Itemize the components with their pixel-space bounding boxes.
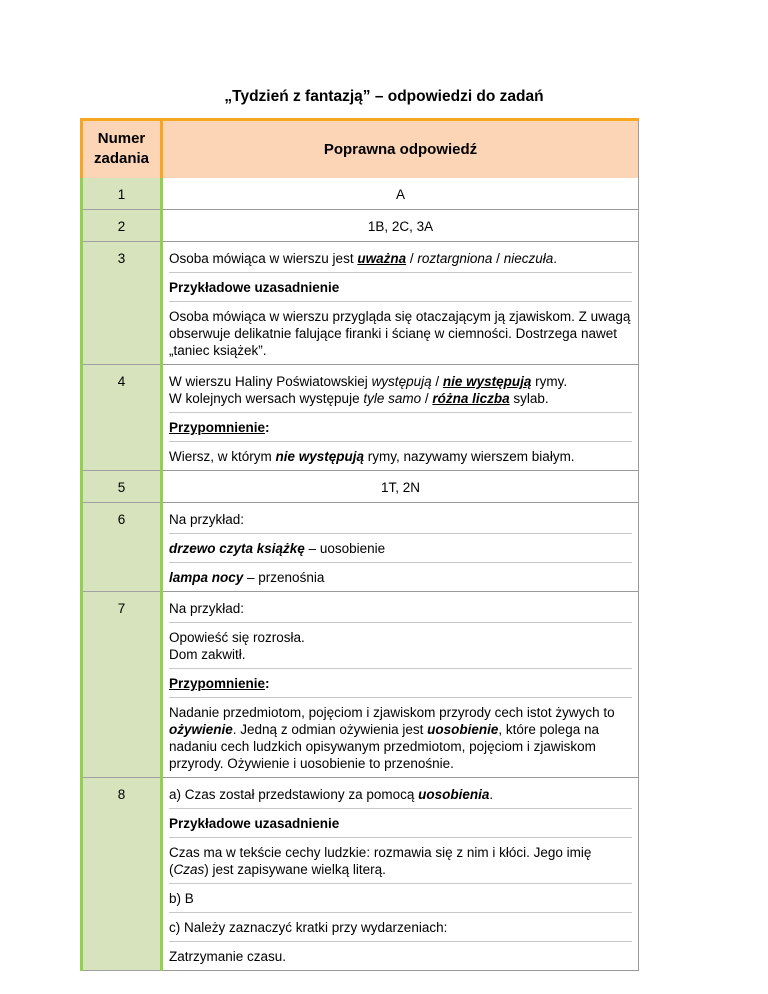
answer-line: a) Czas został przedstawiony za pomocą uosobienia. [169,778,632,809]
answer-line: b) B [169,884,632,913]
correct-option: uważna [357,251,407,266]
answer-cell [162,778,639,971]
answer-cell [162,242,639,365]
table-header-row [82,120,639,178]
example-line: drzewo czyta książkę – uosobienie [169,534,632,563]
reminder-text: Nadanie przedmiotom, pojęciom i zjawiskom przyrody cech istot żywych to ożywienie. Jedną z odmian ożywienia jest uosobienie, które polega na nadaniu cech ludzkich opisywanym przedmiotom, pojęciom i zjawiskom przyrody. Ożywienie i uosobienie to przenośnie. [169,705,615,771]
task-number: 7 [82,592,162,778]
reminder-text: Wiersz, w którym nie występują rymy, nazywamy wierszem białym. [169,449,575,464]
table-row [82,471,639,503]
task-number: 5 [82,471,162,503]
table-row [82,503,639,592]
table-row [82,778,639,971]
task-number: 1 [82,178,162,210]
header-answer: Poprawna odpowiedź [162,120,639,178]
example-lines: Opowieść się rozrosła. Dom zakwitł. [169,623,632,669]
answer-cell [162,592,639,778]
answer-cell [162,503,639,592]
task-number: 8 [82,778,162,971]
reminder-label: Przypomnienie: [169,669,632,698]
task-number: 3 [82,242,162,365]
intro-text: Na przykład: [169,592,632,623]
answer-cell [162,365,639,471]
justification-label: Przykładowe uzasadnienie [169,809,632,838]
justification-text: Osoba mówiąca w wierszu przygląda się otaczającym ją zjawiskom. Z uwagą obserwuje delikatnie falujące firanki i ścianę w ciemności. Dostrzega nawet „taniec książek”. [169,309,631,358]
answer-line: c) Należy zaznaczyć kratki przy wydarzeniach: [169,913,632,942]
answer-cell: 1B, 2C, 3A [162,210,639,242]
answer-line: Zatrzymanie czasu. [169,949,287,964]
reminder-label: Przypomnienie: [169,413,632,442]
task-number: 6 [82,503,162,592]
answer-cell: 1T, 2N [162,471,639,503]
table-row [82,210,639,242]
header-number: Numer zadania [82,120,162,178]
table-row [82,365,639,471]
answer-lines: W wierszu Haliny Poświatowskiej występują / nie występują rymy. W kolejnych wersach występuje tyle samo / różna liczba sylab. [169,365,632,413]
justification-text: Czas ma w tekście cechy ludzkie: rozmawia się z nim i kłóci. Jego imię (Czas) jest zapisywane wielką literą. [169,838,632,884]
table-row [82,178,639,210]
task-number: 4 [82,365,162,471]
page-title: „Tydzień z fantazją” – odpowiedzi do zadań [224,88,544,105]
answer-cell: A [162,178,639,210]
table-row [82,242,639,365]
correct-option: różna liczba [432,391,510,406]
task-number: 2 [82,210,162,242]
justification-label: Przykładowe uzasadnienie [169,273,632,302]
correct-option: nie występują [442,374,532,389]
example-line: lampa nocy – przenośnia [169,570,325,585]
answers-table [80,118,639,971]
intro-text: Na przykład: [169,503,632,534]
answer-line: Osoba mówiąca w wierszu jest uważna / roztargniona / nieczuła. [169,242,632,273]
table-row [82,592,639,778]
